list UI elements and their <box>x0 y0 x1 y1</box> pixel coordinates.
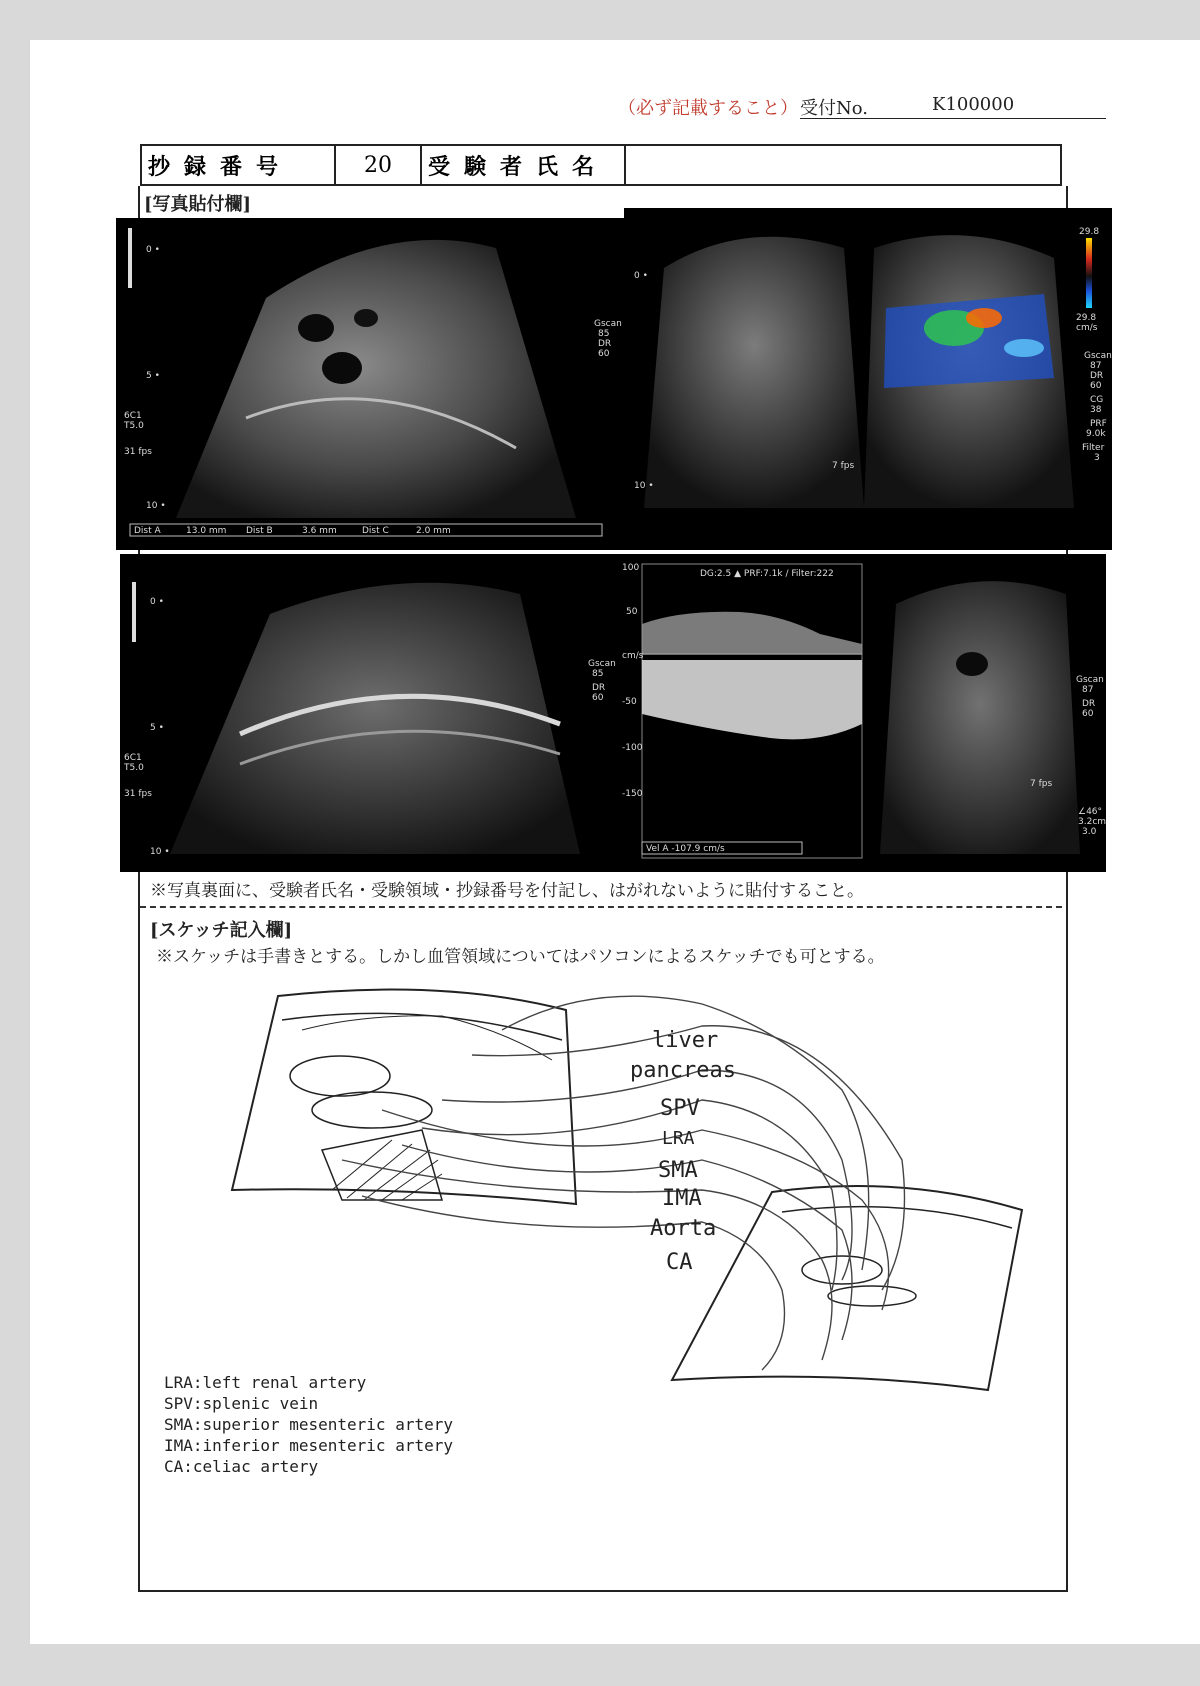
header-table <box>140 144 1062 186</box>
sketch-label-liver: liver <box>652 1028 719 1053</box>
legend-item: IMA:inferior mesenteric artery <box>164 1436 453 1455</box>
img4-param-2: DR <box>1082 699 1096 709</box>
img2-param-0: Gscan <box>1084 351 1112 361</box>
img4-fps: 7 fps <box>1030 779 1053 789</box>
img2-param-8: Filter <box>1082 443 1105 453</box>
legend-item: LRA:left renal artery <box>164 1373 367 1392</box>
img3-fps: 31 fps <box>124 789 152 799</box>
img4-ytick-neg50: -50 <box>622 697 637 707</box>
img4-param-0: Gscan <box>1076 675 1104 685</box>
img1-gain-1: 85 <box>598 329 610 339</box>
img4-angle-2: 3.0 <box>1082 827 1097 837</box>
legend-item: SPV:splenic vein <box>164 1394 319 1413</box>
img1-meas-c-value: 2.0 mm <box>416 526 451 536</box>
record-number-label: 抄録番号 <box>141 145 335 185</box>
img1-gain-3: 60 <box>598 349 610 359</box>
svg-text:0 •: 0 • <box>634 271 648 281</box>
sketch-note: ※スケッチは手書きとする。しかし血管領域についてはパソコンによるスケッチでも可とする。 <box>156 947 885 967</box>
img4-angle-0: ∠46° <box>1078 807 1103 817</box>
receipt-underline <box>800 118 1106 119</box>
img2-param-5: 38 <box>1090 405 1102 415</box>
img1-gain-2: DR <box>598 339 612 349</box>
img1-gain-0: Gscan <box>594 319 622 329</box>
sketch-label-ca: CA <box>666 1250 693 1275</box>
img2-param-6: PRF <box>1090 419 1107 429</box>
img2-param-4: CG <box>1090 395 1104 405</box>
required-note: （必ず記載すること） <box>618 98 798 119</box>
img4-param-1: 87 <box>1082 685 1094 695</box>
img2-scale-unit: cm/s <box>1076 323 1098 333</box>
sketch-label-ima: IMA <box>662 1186 702 1211</box>
record-number-value: 20 <box>335 145 421 185</box>
img2-param-7: 9.0k <box>1086 429 1106 439</box>
img2-param-2: DR <box>1090 371 1104 381</box>
svg-text:10 •: 10 • <box>634 481 654 491</box>
receipt-label: 受付No. <box>800 98 868 119</box>
img4-velocity: Vel A -107.9 cm/s <box>646 844 725 854</box>
svg-text:10 •: 10 • <box>146 501 166 511</box>
sketch-label-pancreas: pancreas <box>630 1058 736 1083</box>
sketch-section-title: [スケッチ記入欄] <box>150 920 293 941</box>
img3-gain-1: 85 <box>592 669 604 679</box>
img4-param-3: 60 <box>1082 709 1094 719</box>
legend-item: CA:celiac artery <box>164 1457 319 1476</box>
img4-ytick-neg150: -150 <box>622 789 643 799</box>
img2-scale-top: 29.8 <box>1079 227 1100 237</box>
img4-ytick-neg100: -100 <box>622 743 643 753</box>
svg-text:5 •: 5 • <box>150 723 164 733</box>
img1-meas-c-label: Dist C <box>362 526 389 536</box>
receipt-number: K100000 <box>932 94 1015 115</box>
img2-scale-bottom: 29.8 <box>1076 313 1097 323</box>
ultrasound-image-3 <box>120 554 620 872</box>
ultrasound-image-4 <box>620 554 1106 872</box>
sketch-label-sma: SMA <box>658 1158 698 1183</box>
img1-probe: 6C1 <box>124 411 142 421</box>
img2-fps: 7 fps <box>832 461 855 471</box>
img4-yunit: cm/s <box>622 651 644 661</box>
img1-meas-b-value: 3.6 mm <box>302 526 337 536</box>
img3-freq: T5.0 <box>124 763 144 773</box>
svg-text:5 •: 5 • <box>146 371 160 381</box>
sketch-label-aorta: Aorta <box>650 1216 717 1241</box>
img1-meas-a-value: 13.0 mm <box>186 526 227 536</box>
img4-angle-1: 3.2cm <box>1078 817 1106 827</box>
img3-gain-0: Gscan <box>588 659 616 669</box>
photo-note: ※写真裏面に、受験者氏名・受験領域・抄録番号を付記し、はがれないように貼付すること。 <box>150 881 864 901</box>
img1-fps: 31 fps <box>124 447 152 457</box>
img2-param-1: 87 <box>1090 361 1102 371</box>
img2-param-9: 3 <box>1094 453 1100 463</box>
examinee-name-label: 受験者氏名 <box>421 145 625 185</box>
photo-section-title: [写真貼付欄] <box>144 194 252 215</box>
img2-param-3: 60 <box>1090 381 1102 391</box>
img4-doppler-header: DG:2.5 ▲ PRF:7.1k / Filter:222 <box>700 569 834 579</box>
svg-text:0 •: 0 • <box>146 245 160 255</box>
form-page <box>30 40 1200 1644</box>
img3-gain-3: 60 <box>592 693 604 703</box>
img4-ytick-50: 50 <box>626 607 638 617</box>
img1-freq: T5.0 <box>124 421 144 431</box>
img3-probe: 6C1 <box>124 753 142 763</box>
sketch-drawing <box>142 960 1060 1590</box>
svg-text:0 •: 0 • <box>150 597 164 607</box>
img1-meas-b-label: Dist B <box>246 526 273 536</box>
svg-text:10 •: 10 • <box>150 847 170 857</box>
legend-item: SMA:superior mesenteric artery <box>164 1415 453 1434</box>
abbreviation-legend <box>164 1372 453 1477</box>
sketch-label-lra: LRA <box>662 1128 695 1149</box>
sketch-label-spv: SPV <box>660 1096 700 1121</box>
examinee-name-field[interactable] <box>625 145 1061 185</box>
img3-gain-2: DR <box>592 683 606 693</box>
img1-meas-a-label: Dist A <box>134 526 161 536</box>
ultrasound-image-1 <box>116 218 624 550</box>
section-divider <box>140 906 1062 908</box>
img4-ytick-100: 100 <box>622 563 640 573</box>
ultrasound-image-2 <box>624 208 1112 550</box>
